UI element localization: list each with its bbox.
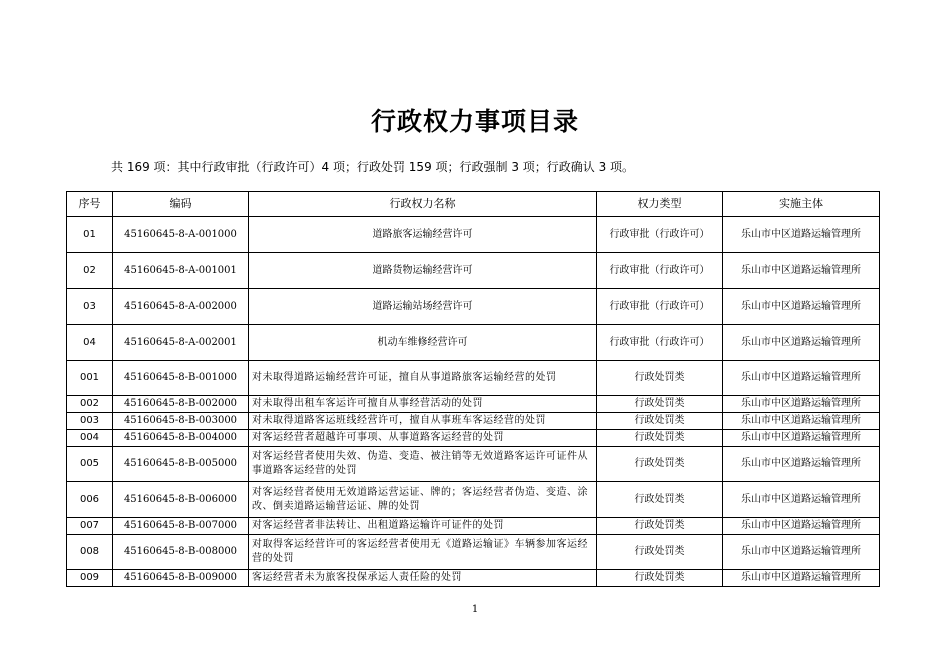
cell-serial: 008 bbox=[67, 535, 113, 570]
cell-power-name: 道路货物运输经营许可 bbox=[249, 253, 597, 289]
cell-power-name: 对客运经营者超越许可事项、从事道路客运经营的处罚 bbox=[249, 430, 597, 447]
cell-implementer: 乐山市中区道路运输管理所 bbox=[723, 217, 880, 253]
cell-power-name: 客运经营者未为旅客投保承运人责任险的处罚 bbox=[249, 570, 597, 587]
cell-power-type: 行政审批（行政许可） bbox=[597, 289, 723, 325]
cell-serial: 006 bbox=[67, 482, 113, 518]
table-row bbox=[67, 289, 880, 325]
table-row bbox=[67, 570, 880, 587]
cell-implementer: 乐山市中区道路运输管理所 bbox=[723, 253, 880, 289]
cell-code: 45160645-8-B-005000 bbox=[113, 447, 249, 482]
cell-power-name: 对客运经营者非法转让、出租道路运输许可证件的处罚 bbox=[249, 518, 597, 535]
cell-code: 45160645-8-A-002001 bbox=[113, 325, 249, 361]
cell-implementer: 乐山市中区道路运输管理所 bbox=[723, 289, 880, 325]
table-row bbox=[67, 518, 880, 535]
cell-power-type: 行政处罚类 bbox=[597, 430, 723, 447]
header-code: 编码 bbox=[113, 192, 249, 217]
page-title: 行政权力事项目录 bbox=[370, 107, 579, 136]
cell-power-name: 道路运输站场经营许可 bbox=[249, 289, 597, 325]
cell-code: 45160645-8-A-002000 bbox=[113, 289, 249, 325]
header-power-type: 权力类型 bbox=[597, 192, 723, 217]
cell-serial: 01 bbox=[67, 217, 113, 253]
cell-implementer: 乐山市中区道路运输管理所 bbox=[723, 482, 880, 518]
cell-code: 45160645-8-A-001000 bbox=[113, 217, 249, 253]
cell-power-type: 行政处罚类 bbox=[597, 518, 723, 535]
cell-serial: 002 bbox=[67, 396, 113, 413]
cell-power-type: 行政处罚类 bbox=[597, 413, 723, 430]
table-row bbox=[67, 217, 880, 253]
cell-serial: 004 bbox=[67, 430, 113, 447]
cell-power-type: 行政处罚类 bbox=[597, 535, 723, 570]
cell-implementer: 乐山市中区道路运输管理所 bbox=[723, 570, 880, 587]
cell-power-name: 对客运经营者使用失效、伪造、变造、被注销等无效道路客运许可证件从事道路客运经营的处罚 bbox=[249, 447, 597, 482]
cell-power-type: 行政审批（行政许可） bbox=[597, 253, 723, 289]
cell-code: 45160645-8-B-003000 bbox=[113, 413, 249, 430]
cell-power-name: 对未取得道路客运班线经营许可，擅自从事班车客运经营的处罚 bbox=[249, 413, 597, 430]
cell-power-name: 道路旅客运输经营许可 bbox=[249, 217, 597, 253]
table-header-row bbox=[67, 192, 880, 217]
cell-implementer: 乐山市中区道路运输管理所 bbox=[723, 430, 880, 447]
table-row bbox=[67, 413, 880, 430]
header-serial: 序号 bbox=[67, 192, 113, 217]
cell-implementer: 乐山市中区道路运输管理所 bbox=[723, 413, 880, 430]
cell-power-name: 对未取得道路运输经营许可证，擅自从事道路旅客运输经营的处罚 bbox=[249, 361, 597, 396]
cell-code: 45160645-8-B-006000 bbox=[113, 482, 249, 518]
cell-power-name: 机动车维修经营许可 bbox=[249, 325, 597, 361]
cell-power-type: 行政处罚类 bbox=[597, 396, 723, 413]
cell-serial: 03 bbox=[67, 289, 113, 325]
cell-power-type: 行政处罚类 bbox=[597, 570, 723, 587]
cell-serial: 005 bbox=[67, 447, 113, 482]
table-row bbox=[67, 396, 880, 413]
summary-text: 共 169 项：其中行政审批（行政许可）4 项；行政处罚 159 项；行政强制 3 项；行政确认 3 项。 bbox=[111, 160, 635, 174]
cell-code: 45160645-8-B-004000 bbox=[113, 430, 249, 447]
cell-serial: 001 bbox=[67, 361, 113, 396]
table-row bbox=[67, 361, 880, 396]
cell-power-name: 对未取得出租车客运许可擅自从事经营活动的处罚 bbox=[249, 396, 597, 413]
cell-power-type: 行政处罚类 bbox=[597, 361, 723, 396]
header-implementer: 实施主体 bbox=[723, 192, 880, 217]
table-row bbox=[67, 325, 880, 361]
cell-code: 45160645-8-B-001000 bbox=[113, 361, 249, 396]
table-row bbox=[67, 430, 880, 447]
cell-power-name: 对客运经营者使用无效道路运营运证、牌的；客运经营者伪造、变造、涂改、倒卖道路运输营运证、牌的处罚 bbox=[249, 482, 597, 518]
cell-implementer: 乐山市中区道路运输管理所 bbox=[723, 535, 880, 570]
cell-implementer: 乐山市中区道路运输管理所 bbox=[723, 361, 880, 396]
cell-power-type: 行政处罚类 bbox=[597, 482, 723, 518]
cell-implementer: 乐山市中区道路运输管理所 bbox=[723, 447, 880, 482]
table-row bbox=[67, 482, 880, 518]
cell-serial: 02 bbox=[67, 253, 113, 289]
cell-serial: 009 bbox=[67, 570, 113, 587]
cell-code: 45160645-8-B-007000 bbox=[113, 518, 249, 535]
cell-power-type: 行政审批（行政许可） bbox=[597, 217, 723, 253]
cell-serial: 003 bbox=[67, 413, 113, 430]
header-power-name: 行政权力名称 bbox=[249, 192, 597, 217]
cell-code: 45160645-8-B-008000 bbox=[113, 535, 249, 570]
cell-power-name: 对取得客运经营许可的客运经营者使用无《道路运输证》车辆参加客运经营的处罚 bbox=[249, 535, 597, 570]
cell-implementer: 乐山市中区道路运输管理所 bbox=[723, 518, 880, 535]
table-row bbox=[67, 535, 880, 570]
table-row bbox=[67, 253, 880, 289]
page-number: 1 bbox=[471, 604, 479, 615]
cell-serial: 04 bbox=[67, 325, 113, 361]
cell-power-type: 行政处罚类 bbox=[597, 447, 723, 482]
cell-power-type: 行政审批（行政许可） bbox=[597, 325, 723, 361]
cell-implementer: 乐山市中区道路运输管理所 bbox=[723, 325, 880, 361]
cell-code: 45160645-8-B-009000 bbox=[113, 570, 249, 587]
table-row bbox=[67, 447, 880, 482]
cell-code: 45160645-8-B-002000 bbox=[113, 396, 249, 413]
cell-code: 45160645-8-A-001001 bbox=[113, 253, 249, 289]
power-catalog-table bbox=[66, 191, 880, 587]
cell-implementer: 乐山市中区道路运输管理所 bbox=[723, 396, 880, 413]
cell-serial: 007 bbox=[67, 518, 113, 535]
